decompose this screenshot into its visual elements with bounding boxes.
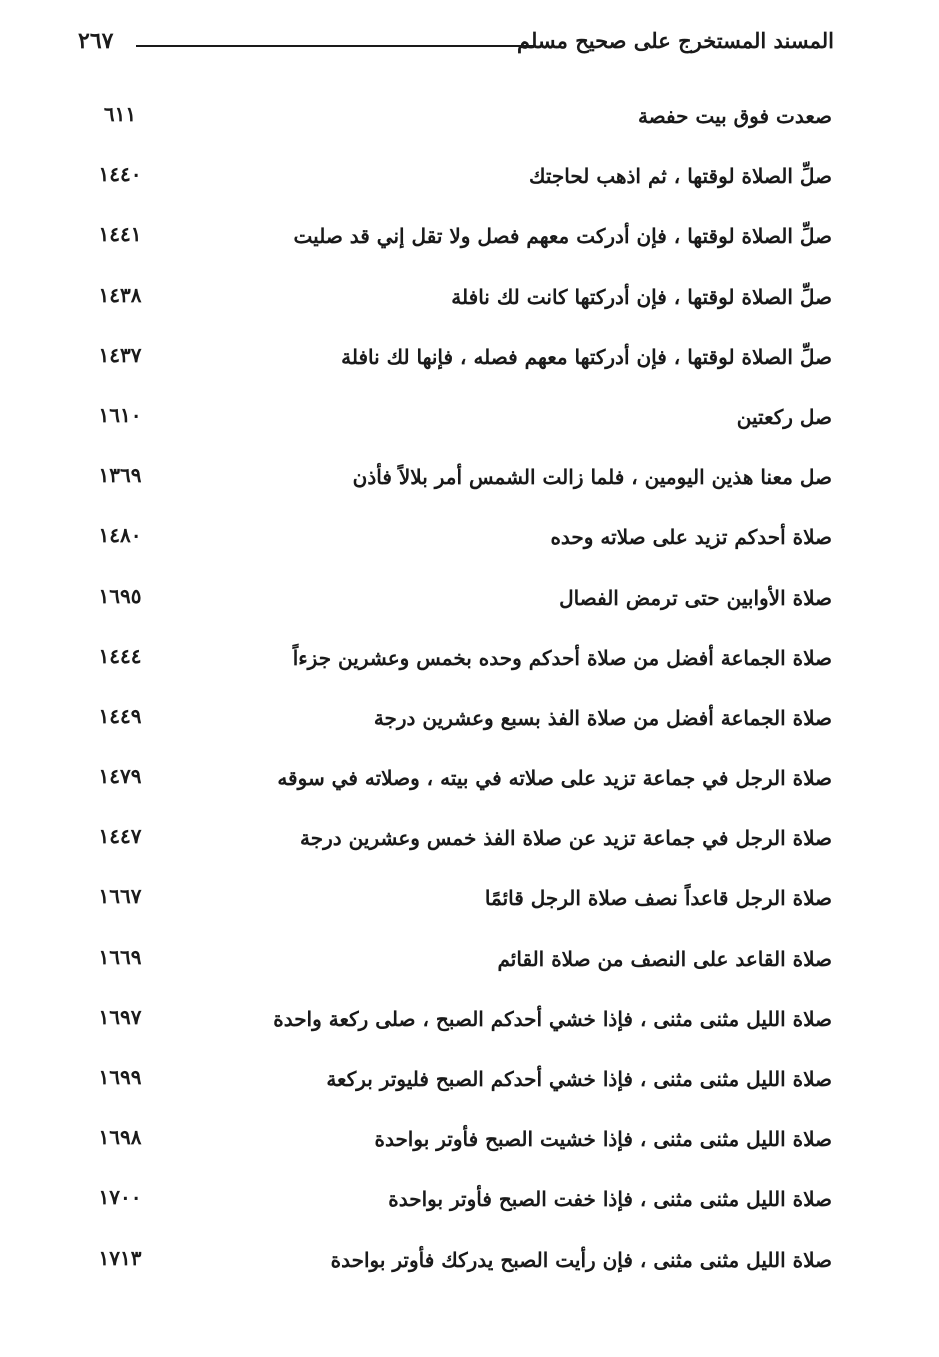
index-entry bbox=[90, 754, 832, 814]
index-entry bbox=[90, 694, 832, 754]
entry-number: ١٧٠٠ bbox=[98, 1185, 142, 1210]
entry-text: صلِّ الصلاة لوقتها ، فإن أدركت معهم فصل ولا تقل إني قد صليت bbox=[293, 224, 832, 249]
entry-number: ١٤٤٠ bbox=[98, 162, 142, 187]
entry-number: ١٣٦٩ bbox=[98, 463, 142, 488]
entry-text: صلاة الليل مثنى مثنى ، فإذا خفت الصبح فأوتر بواحدة bbox=[388, 1187, 832, 1212]
entry-text: صلاة الليل مثنى مثنى ، فإذا خشيت الصبح فأوتر بواحدة bbox=[374, 1127, 832, 1152]
entry-number: ١٤٤٩ bbox=[98, 703, 142, 728]
entry-text: صلِّ الصلاة لوقتها ، فإن أدركتها كانت لك نافلة bbox=[451, 284, 832, 309]
entry-text: صلاة القاعد على النصف من صلاة القائم bbox=[497, 946, 832, 971]
entry-text: صلاة الرجل قاعداً نصف صلاة الرجل قائمًا bbox=[484, 886, 832, 911]
index-list bbox=[90, 92, 832, 1296]
entry-number: ١٦٩٨ bbox=[98, 1125, 142, 1150]
index-entry bbox=[90, 1175, 832, 1235]
entry-number: ١٤٤١ bbox=[98, 222, 142, 247]
index-entry bbox=[90, 273, 832, 333]
entry-text: صلاة أحدكم تزيد على صلاته وحده bbox=[550, 525, 832, 550]
entry-text: صلاة الليل مثنى مثنى ، فإذا خشي أحدكم الصبح فليوتر بركعة bbox=[326, 1067, 832, 1091]
entry-text: صلاة الجماعة أفضل من صلاة أحدكم وحده بخمس وعشرين جزءاً bbox=[292, 645, 832, 670]
entry-number: ٦١١ bbox=[103, 102, 137, 126]
entry-number: ١٦١٠ bbox=[98, 402, 142, 427]
entry-number: ١٦٩٥ bbox=[98, 583, 142, 608]
entry-text: صلاة الأوابين حتى ترمض الفصال bbox=[559, 585, 832, 610]
index-entry bbox=[90, 1055, 832, 1115]
running-title: المسند المستخرج على صحيح مسلم bbox=[516, 28, 834, 53]
entry-text: صلاة الجماعة أفضل من صلاة الفذ بسبع وعشرين درجة bbox=[373, 705, 832, 730]
index-entry bbox=[90, 1236, 832, 1296]
entry-text: صلِّ الصلاة لوقتها ، ثم اذهب لحاجتك bbox=[529, 164, 832, 189]
entry-text: صل ركعتين bbox=[736, 404, 832, 429]
entry-number: ١٤٤٤ bbox=[98, 643, 142, 668]
entry-number: ١٤٣٧ bbox=[98, 342, 142, 367]
entry-text: صلاة الرجل في جماعة تزيد على صلاته في بيته ، وصلاته في سوقه bbox=[277, 766, 832, 791]
index-entry bbox=[90, 1115, 832, 1175]
index-entry bbox=[90, 634, 832, 694]
index-entry bbox=[90, 935, 832, 995]
entry-number: ١٤٧٩ bbox=[98, 764, 142, 789]
entry-text: صلِّ الصلاة لوقتها ، فإن أدركتها معهم فصله ، فإنها لك نافلة bbox=[341, 344, 832, 369]
index-entry bbox=[90, 152, 832, 212]
entry-number: ١٧١٣ bbox=[98, 1245, 142, 1270]
page-number: ٢٦٧ bbox=[78, 28, 114, 54]
entry-text: صلاة الليل مثنى مثنى ، فإن رأيت الصبح يدركك فأوتر بواحدة bbox=[330, 1247, 832, 1272]
entry-number: ١٦٩٧ bbox=[98, 1004, 142, 1029]
index-entry bbox=[90, 453, 832, 513]
header-rule bbox=[136, 45, 534, 47]
index-entry bbox=[90, 92, 832, 152]
entry-number: ١٤٨٠ bbox=[98, 523, 142, 548]
index-entry bbox=[90, 574, 832, 634]
entry-text: صلاة الليل مثنى مثنى ، فإذا خشي أحدكم الصبح ، صلى ركعة واحدة bbox=[273, 1006, 832, 1031]
index-entry bbox=[90, 995, 832, 1055]
index-entry bbox=[90, 333, 832, 393]
entry-text: صعدت فوق بيت حفصة bbox=[637, 104, 832, 128]
entry-number: ١٦٦٩ bbox=[98, 944, 142, 969]
page-header bbox=[78, 26, 834, 60]
entry-number: ١٤٤٧ bbox=[98, 824, 142, 849]
entry-number: ١٤٣٨ bbox=[98, 282, 142, 307]
entry-number: ١٦٩٩ bbox=[98, 1065, 142, 1089]
entry-text: صلاة الرجل في جماعة تزيد عن صلاة الفذ خمس وعشرين درجة bbox=[300, 826, 832, 851]
entry-text: صل معنا هذين اليومين ، فلما زالت الشمس أمر بلالاً فأذن bbox=[352, 465, 832, 490]
index-entry bbox=[90, 393, 832, 453]
index-entry bbox=[90, 874, 832, 934]
index-entry bbox=[90, 814, 832, 874]
entry-number: ١٦٦٧ bbox=[98, 884, 142, 909]
index-entry bbox=[90, 513, 832, 573]
index-entry bbox=[90, 212, 832, 272]
